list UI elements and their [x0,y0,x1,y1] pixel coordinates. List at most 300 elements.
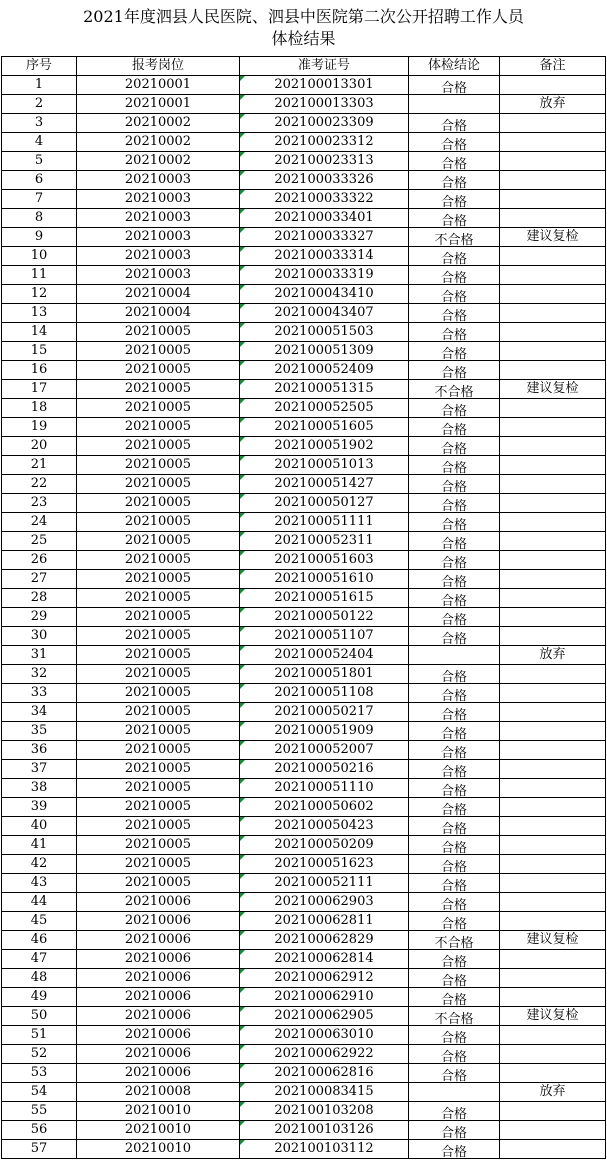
cell-exam-no: 202100062912 [240,969,409,988]
cell-position: 20210005 [77,475,240,494]
cell-exam-no: 202100062829 [240,931,409,950]
cell-exam-no: 202100033322 [240,190,409,209]
cell-exam-no: 202100051801 [240,665,409,684]
result-text: 合格 [440,841,467,855]
table-row [2,266,606,285]
cell-position: 20210006 [77,969,240,988]
result-text: 合格 [440,822,467,836]
cell-exam-no: 202100051110 [240,779,409,798]
cell-exam-no: 202100103208 [240,1102,409,1121]
result-text: 合格 [440,290,467,304]
cell-remark: 建议复检 [500,380,606,399]
cell-exam-no: 202100103112 [240,1140,409,1159]
cell-result [409,95,500,114]
cell-seq: 53 [2,1064,77,1083]
table-row [2,342,606,361]
cell-exam-no: 202100051111 [240,513,409,532]
table-row [2,912,606,931]
result-text: 合格 [440,309,467,323]
cell-remark [500,513,606,532]
cell-remark [500,817,606,836]
cell-remark [500,133,606,152]
cell-remark [500,532,606,551]
cell-result [409,342,500,361]
result-text: 不合格 [434,1012,474,1026]
header-remark: 备注 [500,57,606,76]
table-row [2,589,606,608]
table-row [2,741,606,760]
cell-position: 20210010 [77,1102,240,1121]
table-row [2,380,606,399]
cell-result [409,798,500,817]
table-row [2,190,606,209]
cell-exam-no: 202100051623 [240,855,409,874]
cell-remark: 建议复检 [500,931,606,950]
cell-result [409,437,500,456]
cell-remark [500,912,606,931]
cell-exam-no: 202100050122 [240,608,409,627]
cell-remark [500,798,606,817]
table-row [2,1064,606,1083]
cell-result [409,418,500,437]
cell-exam-no: 202100033314 [240,247,409,266]
cell-remark [500,1045,606,1064]
cell-result [409,760,500,779]
cell-seq: 12 [2,285,77,304]
cell-seq: 2 [2,95,77,114]
cell-position: 20210005 [77,437,240,456]
header-position: 报考岗位 [77,57,240,76]
cell-position: 20210003 [77,190,240,209]
cell-position: 20210005 [77,684,240,703]
result-text: 合格 [440,176,467,190]
cell-remark [500,950,606,969]
table-row [2,950,606,969]
cell-result [409,152,500,171]
cell-result [409,988,500,1007]
cell-seq: 37 [2,760,77,779]
cell-position: 20210003 [77,247,240,266]
cell-seq: 56 [2,1121,77,1140]
table-row [2,76,606,95]
cell-remark [500,684,606,703]
cell-position: 20210005 [77,817,240,836]
cell-position: 20210002 [77,152,240,171]
cell-result [409,874,500,893]
cell-exam-no: 202100033319 [240,266,409,285]
cell-exam-no: 202100052404 [240,646,409,665]
cell-seq: 40 [2,817,77,836]
result-text: 合格 [440,537,467,551]
cell-result [409,399,500,418]
cell-seq: 36 [2,741,77,760]
result-text: 合格 [440,1031,467,1045]
cell-seq: 45 [2,912,77,931]
result-text: 合格 [440,81,467,95]
table-row [2,931,606,950]
cell-result [409,1083,500,1102]
cell-exam-no: 202100052311 [240,532,409,551]
cell-result [409,380,500,399]
cell-result [409,931,500,950]
title-line-2: 体检结果 [271,29,336,48]
cell-remark [500,779,606,798]
cell-seq: 16 [2,361,77,380]
cell-remark [500,247,606,266]
cell-remark [500,76,606,95]
cell-seq: 20 [2,437,77,456]
cell-seq: 35 [2,722,77,741]
cell-remark [500,171,606,190]
cell-result [409,627,500,646]
table-row [2,1083,606,1102]
cell-position: 20210005 [77,855,240,874]
cell-seq: 27 [2,570,77,589]
table-row [2,1045,606,1064]
cell-result [409,893,500,912]
cell-exam-no: 202100051615 [240,589,409,608]
table-row [2,475,606,494]
cell-remark [500,722,606,741]
result-text: 合格 [440,1145,467,1159]
table-row [2,684,606,703]
cell-position: 20210003 [77,171,240,190]
cell-position: 20210004 [77,304,240,323]
table-row [2,247,606,266]
result-text: 合格 [440,556,467,570]
table-row [2,1026,606,1045]
cell-position: 20210003 [77,228,240,247]
cell-exam-no: 202100033326 [240,171,409,190]
cell-position: 20210010 [77,1140,240,1159]
table-row [2,722,606,741]
result-text: 合格 [440,1050,467,1064]
cell-position: 20210005 [77,646,240,665]
cell-result [409,1026,500,1045]
cell-result [409,570,500,589]
cell-seq: 54 [2,1083,77,1102]
cell-seq: 34 [2,703,77,722]
cell-exam-no: 202100051605 [240,418,409,437]
result-text: 合格 [440,252,467,266]
cell-exam-no: 202100051427 [240,475,409,494]
cell-position: 20210005 [77,703,240,722]
cell-seq: 24 [2,513,77,532]
header-exam-no: 准考证号 [240,57,409,76]
cell-seq: 42 [2,855,77,874]
result-text: 合格 [440,898,467,912]
cell-position: 20210005 [77,456,240,475]
cell-exam-no: 202100050216 [240,760,409,779]
cell-result [409,779,500,798]
cell-remark [500,551,606,570]
cell-seq: 29 [2,608,77,627]
cell-exam-no: 202100013301 [240,76,409,95]
cell-seq: 38 [2,779,77,798]
cell-seq: 52 [2,1045,77,1064]
table-row [2,95,606,114]
result-text: 合格 [440,195,467,209]
cell-remark [500,969,606,988]
cell-seq: 4 [2,133,77,152]
cell-seq: 11 [2,266,77,285]
table-row [2,418,606,437]
table-row [2,152,606,171]
cell-seq: 46 [2,931,77,950]
cell-remark: 建议复检 [500,228,606,247]
result-text: 合格 [440,575,467,589]
cell-result [409,171,500,190]
result-text: 合格 [440,347,467,361]
cell-position: 20210005 [77,589,240,608]
cell-result [409,950,500,969]
cell-seq: 3 [2,114,77,133]
cell-exam-no: 202100051610 [240,570,409,589]
result-text: 合格 [440,708,467,722]
cell-seq: 51 [2,1026,77,1045]
table-row [2,665,606,684]
cell-seq: 48 [2,969,77,988]
cell-exam-no: 202100051902 [240,437,409,456]
cell-seq: 25 [2,532,77,551]
cell-result [409,551,500,570]
cell-result [409,475,500,494]
cell-result [409,589,500,608]
result-text: 合格 [440,993,467,1007]
cell-position: 20210006 [77,1045,240,1064]
cell-exam-no: 202100013303 [240,95,409,114]
cell-exam-no: 202100103126 [240,1121,409,1140]
table-row [2,494,606,513]
result-text: 合格 [440,860,467,874]
cell-remark [500,266,606,285]
cell-remark [500,437,606,456]
cell-position: 20210005 [77,342,240,361]
cell-result [409,969,500,988]
table-body [2,76,606,1159]
cell-position: 20210004 [77,285,240,304]
cell-exam-no: 202100062905 [240,1007,409,1026]
result-text: 合格 [440,404,467,418]
cell-seq: 33 [2,684,77,703]
result-text: 合格 [440,594,467,608]
cell-remark [500,285,606,304]
cell-seq: 6 [2,171,77,190]
cell-result [409,513,500,532]
table-row [2,779,606,798]
result-text: 合格 [440,632,467,646]
result-text: 不合格 [434,936,474,950]
cell-remark [500,893,606,912]
cell-remark [500,361,606,380]
cell-result [409,1045,500,1064]
cell-exam-no: 202100051503 [240,323,409,342]
result-text: 合格 [440,366,467,380]
cell-remark [500,665,606,684]
cell-remark [500,608,606,627]
cell-exam-no: 202100050217 [240,703,409,722]
table-row [2,836,606,855]
cell-remark [500,1121,606,1140]
result-text: 合格 [440,803,467,817]
cell-position: 20210005 [77,722,240,741]
cell-position: 20210005 [77,627,240,646]
cell-result [409,532,500,551]
result-text: 合格 [440,1107,467,1121]
cell-remark [500,342,606,361]
result-text: 合格 [440,518,467,532]
result-text: 合格 [440,917,467,931]
cell-exam-no: 202100043407 [240,304,409,323]
cell-result [409,247,500,266]
cell-remark [500,1140,606,1159]
cell-exam-no: 202100033401 [240,209,409,228]
table-row [2,1007,606,1026]
cell-exam-no: 202100050423 [240,817,409,836]
table-row [2,323,606,342]
table-row [2,817,606,836]
cell-result [409,209,500,228]
cell-seq: 19 [2,418,77,437]
cell-position: 20210005 [77,513,240,532]
cell-remark [500,494,606,513]
cell-seq: 21 [2,456,77,475]
cell-exam-no: 202100023309 [240,114,409,133]
cell-position: 20210002 [77,114,240,133]
cell-position: 20210005 [77,779,240,798]
cell-remark [500,855,606,874]
cell-remark [500,1102,606,1121]
document-title [0,0,607,56]
cell-exam-no: 202100063010 [240,1026,409,1045]
result-text: 合格 [440,157,467,171]
result-text: 合格 [440,138,467,152]
table-row [2,456,606,475]
cell-position: 20210006 [77,1064,240,1083]
results-table [1,56,606,1159]
cell-position: 20210005 [77,665,240,684]
cell-seq: 17 [2,380,77,399]
cell-remark [500,114,606,133]
cell-seq: 44 [2,893,77,912]
cell-seq: 39 [2,798,77,817]
cell-seq: 55 [2,1102,77,1121]
cell-seq: 1 [2,76,77,95]
result-text: 合格 [440,461,467,475]
cell-position: 20210006 [77,950,240,969]
table-row [2,133,606,152]
result-text: 合格 [440,480,467,494]
cell-exam-no: 202100083415 [240,1083,409,1102]
table-row [2,969,606,988]
cell-exam-no: 202100062910 [240,988,409,1007]
cell-seq: 13 [2,304,77,323]
cell-position: 20210005 [77,380,240,399]
cell-seq: 57 [2,1140,77,1159]
cell-exam-no: 202100051315 [240,380,409,399]
cell-seq: 10 [2,247,77,266]
cell-position: 20210006 [77,1007,240,1026]
cell-result [409,912,500,931]
cell-exam-no: 202100023312 [240,133,409,152]
cell-position: 20210006 [77,931,240,950]
cell-remark [500,1026,606,1045]
cell-result [409,133,500,152]
cell-position: 20210003 [77,209,240,228]
cell-result [409,304,500,323]
cell-seq: 30 [2,627,77,646]
cell-position: 20210005 [77,608,240,627]
cell-exam-no: 202100052409 [240,361,409,380]
result-text: 合格 [440,119,467,133]
result-text: 不合格 [434,233,474,247]
cell-position: 20210005 [77,836,240,855]
cell-remark [500,418,606,437]
cell-remark [500,570,606,589]
cell-remark [500,836,606,855]
cell-result [409,665,500,684]
cell-result [409,266,500,285]
result-text: 合格 [440,423,467,437]
cell-position: 20210005 [77,399,240,418]
cell-seq: 8 [2,209,77,228]
cell-result [409,646,500,665]
table-row [2,171,606,190]
cell-position: 20210008 [77,1083,240,1102]
cell-position: 20210006 [77,988,240,1007]
cell-exam-no: 202100051309 [240,342,409,361]
result-text: 合格 [440,727,467,741]
cell-position: 20210010 [77,1121,240,1140]
result-text: 合格 [440,442,467,456]
result-text: 合格 [440,974,467,988]
cell-position: 20210005 [77,741,240,760]
cell-remark [500,741,606,760]
cell-result [409,361,500,380]
cell-position: 20210005 [77,532,240,551]
table-row [2,893,606,912]
cell-position: 20210001 [77,95,240,114]
cell-result [409,1121,500,1140]
cell-remark [500,988,606,1007]
table-row [2,399,606,418]
result-text: 合格 [440,784,467,798]
cell-result [409,684,500,703]
cell-seq: 43 [2,874,77,893]
cell-seq: 5 [2,152,77,171]
result-text: 合格 [440,689,467,703]
cell-seq: 31 [2,646,77,665]
cell-remark [500,152,606,171]
table-row [2,874,606,893]
cell-exam-no: 202100033327 [240,228,409,247]
cell-exam-no: 202100050602 [240,798,409,817]
cell-position: 20210005 [77,494,240,513]
result-text: 合格 [440,955,467,969]
cell-remark: 放弃 [500,95,606,114]
cell-exam-no: 202100051107 [240,627,409,646]
cell-result [409,817,500,836]
header-row [2,57,606,76]
cell-position: 20210002 [77,133,240,152]
cell-seq: 18 [2,399,77,418]
cell-result [409,190,500,209]
result-text: 合格 [440,613,467,627]
cell-exam-no: 202100062922 [240,1045,409,1064]
cell-remark: 放弃 [500,646,606,665]
table-row [2,627,606,646]
table-row [2,988,606,1007]
